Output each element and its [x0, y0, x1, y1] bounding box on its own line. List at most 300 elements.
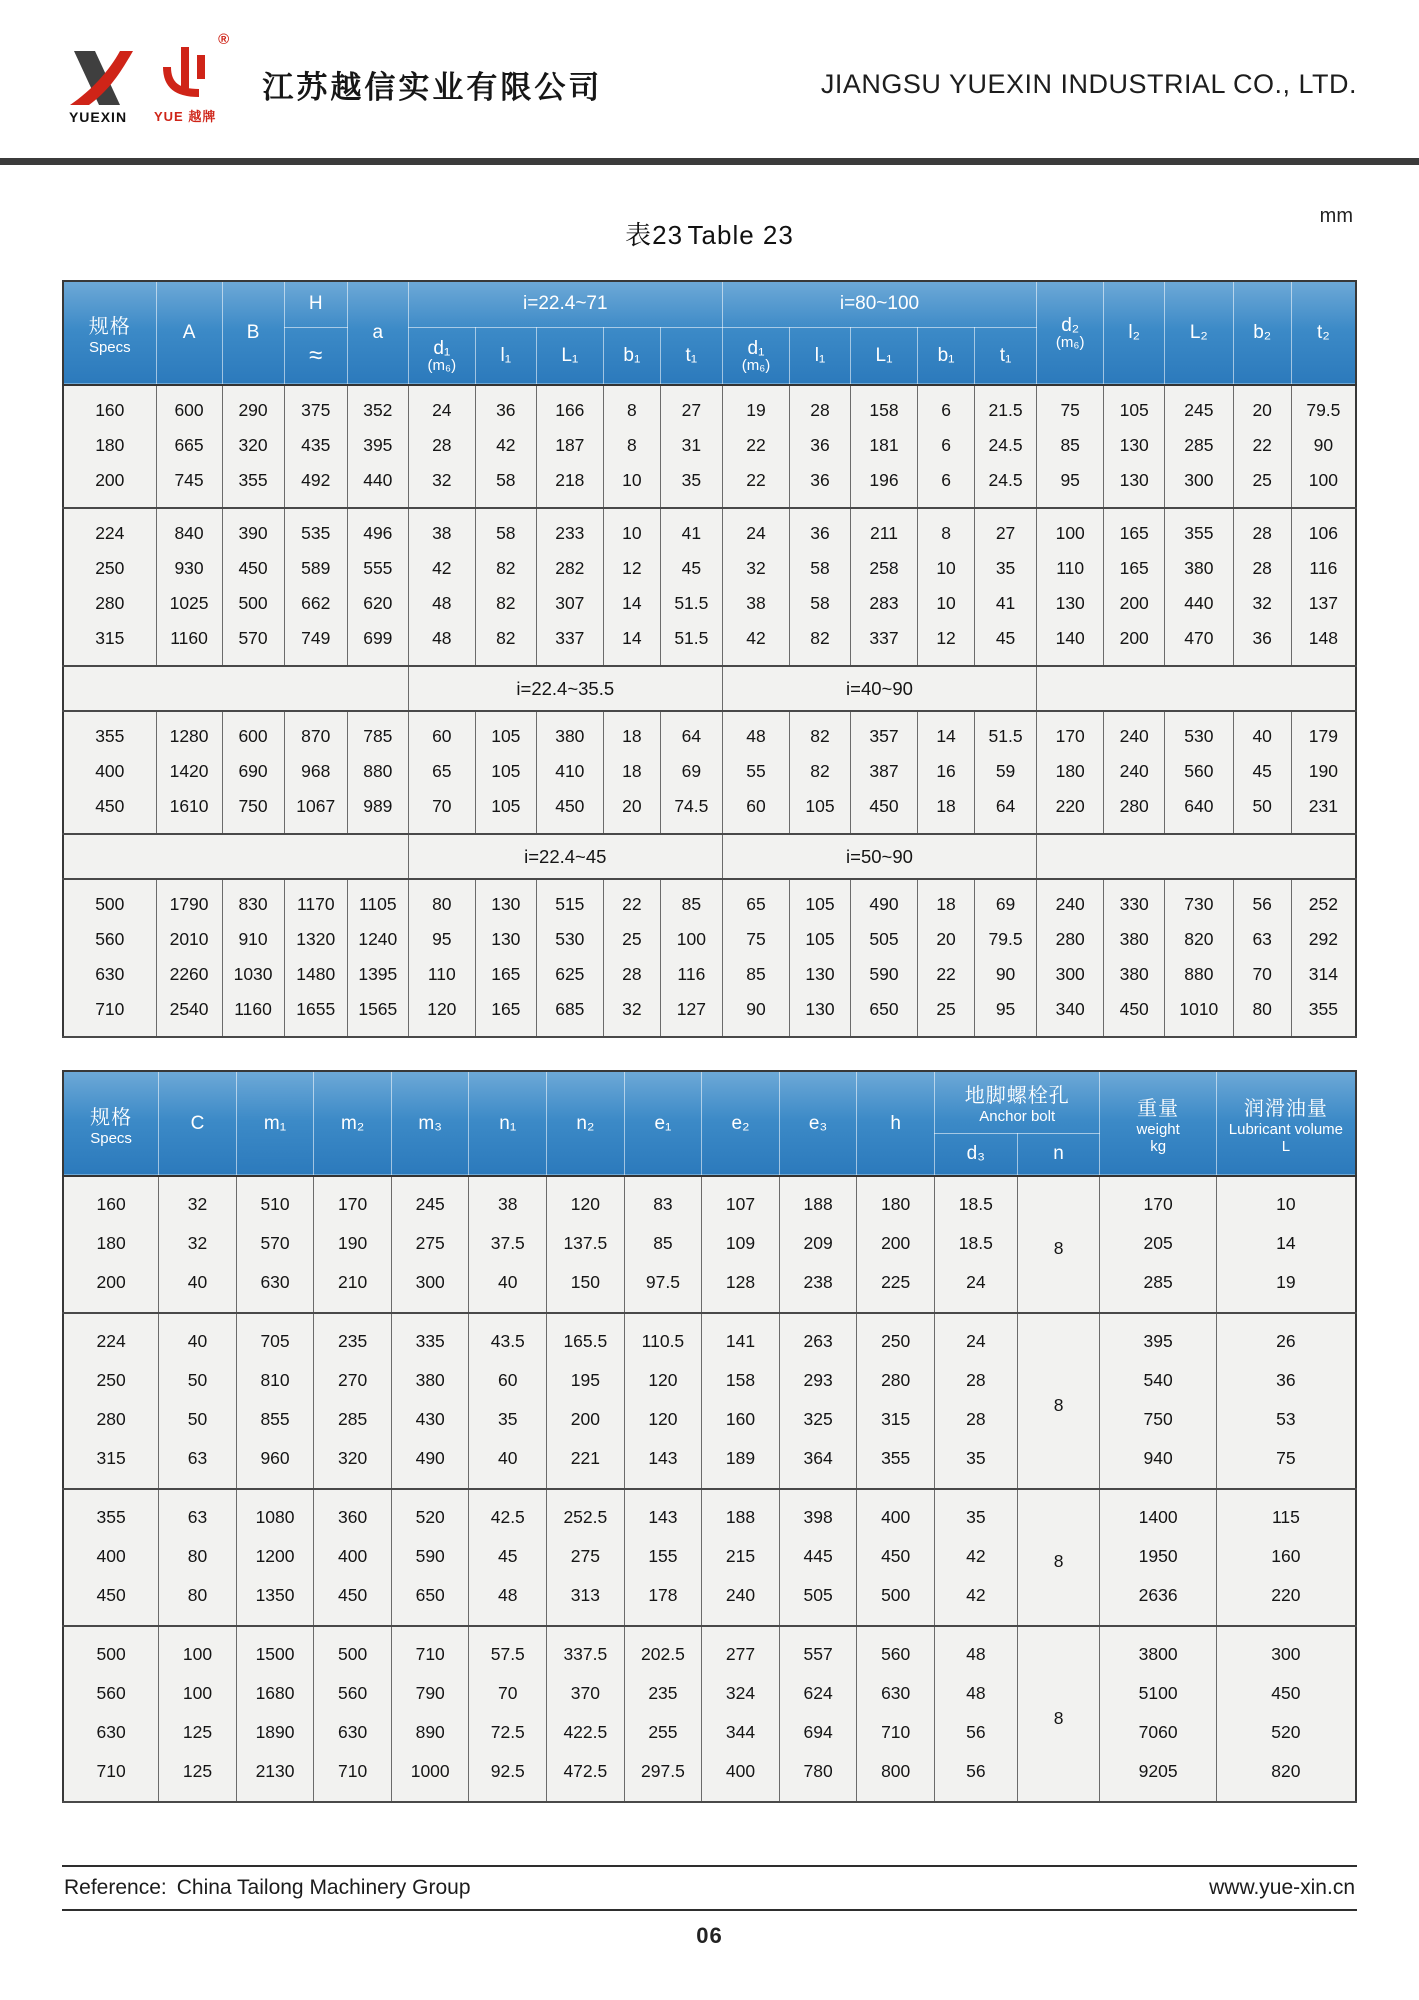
table-row — [63, 711, 1356, 754]
cell: 181 — [850, 428, 917, 463]
cell: 880 — [347, 754, 408, 789]
cell: 560 — [857, 1626, 935, 1674]
table-row — [63, 922, 1356, 957]
th-e3: e₃ — [779, 1071, 857, 1176]
cell: 515 — [536, 879, 603, 922]
cell: 238 — [779, 1263, 857, 1313]
cell: 115 — [1216, 1489, 1356, 1537]
table-row — [63, 957, 1356, 992]
cell: 18.5 — [934, 1176, 1017, 1224]
cell: 880 — [1165, 957, 1234, 992]
cell: 800 — [857, 1752, 935, 1802]
cell: 196 — [850, 463, 917, 508]
cell: 25 — [1233, 463, 1291, 508]
cell: 109 — [702, 1224, 780, 1263]
cell: i=40~90 — [722, 666, 1036, 711]
th-C: C — [159, 1071, 237, 1176]
cell: 75 — [1216, 1439, 1356, 1489]
cell: 250 — [857, 1313, 935, 1361]
cell: 42 — [934, 1537, 1017, 1576]
cell: 297.5 — [624, 1752, 702, 1802]
cell: 315 — [63, 621, 156, 666]
cell: 1105 — [347, 879, 408, 922]
cell: 63 — [159, 1439, 237, 1489]
th-H-approx: ≈ — [284, 327, 347, 385]
cell: 699 — [347, 621, 408, 666]
table-row — [63, 428, 1356, 463]
cell: 48 — [934, 1674, 1017, 1713]
cell: 120 — [624, 1361, 702, 1400]
cell: 85 — [722, 957, 789, 992]
cell: 630 — [314, 1713, 392, 1752]
cell: 1565 — [347, 992, 408, 1037]
cell: 364 — [779, 1439, 857, 1489]
cell: 28 — [1233, 551, 1291, 586]
website-link[interactable]: www.yue-xin.cn — [1209, 1876, 1355, 1899]
cell: 110.5 — [624, 1313, 702, 1361]
cell: 218 — [536, 463, 603, 508]
cell: 630 — [857, 1674, 935, 1713]
cell: 505 — [779, 1576, 857, 1626]
cell: 20 — [603, 789, 660, 834]
cell: 70 — [408, 789, 475, 834]
cell: 82 — [790, 621, 851, 666]
cell: 165 — [1104, 508, 1165, 551]
cell: 165.5 — [547, 1313, 625, 1361]
cell: 180 — [1037, 754, 1104, 789]
cell: 600 — [222, 711, 284, 754]
cell: 45 — [660, 551, 722, 586]
cell: 400 — [314, 1537, 392, 1576]
cell: 158 — [702, 1361, 780, 1400]
cell: 28 — [934, 1361, 1017, 1400]
th-specs: 规格 Specs — [63, 281, 156, 385]
cell: 85 — [1037, 428, 1104, 463]
cell: 36 — [475, 385, 536, 428]
cell: 8 — [603, 385, 660, 428]
th-L1: L₁ — [536, 327, 603, 385]
cell — [1037, 834, 1356, 879]
cell: 27 — [975, 508, 1037, 551]
cell: 590 — [391, 1537, 469, 1576]
cell: 53 — [1216, 1400, 1356, 1439]
cell: 143 — [624, 1489, 702, 1537]
unit-label: mm — [1319, 205, 1353, 227]
cell: 280 — [63, 1400, 159, 1439]
cell: 8 — [603, 428, 660, 463]
cell: 74.5 — [660, 789, 722, 834]
cell: 395 — [1100, 1313, 1216, 1361]
cell: 662 — [284, 586, 347, 621]
th-m3: m₃ — [391, 1071, 469, 1176]
cell: 166 — [536, 385, 603, 428]
mounting-table — [62, 1070, 1357, 1803]
cell: 730 — [1165, 879, 1234, 922]
cell: 1240 — [347, 922, 408, 957]
cell: 50 — [159, 1361, 237, 1400]
cell: 127 — [660, 992, 722, 1037]
cell: 116 — [660, 957, 722, 992]
cell: 189 — [702, 1439, 780, 1489]
cell: 830 — [222, 879, 284, 922]
cell: 36 — [790, 463, 851, 508]
cell: 7060 — [1100, 1713, 1216, 1752]
cell: 106 — [1291, 508, 1356, 551]
cell: 390 — [222, 508, 284, 551]
cell: 6 — [918, 428, 975, 463]
cell: 450 — [536, 789, 603, 834]
th-ratio-range-2: i=80~100 — [722, 281, 1036, 327]
cell: 60 — [408, 711, 475, 754]
cell: 710 — [391, 1626, 469, 1674]
cell: 968 — [284, 754, 347, 789]
cell: 710 — [63, 1752, 159, 1802]
cell: 22 — [1233, 428, 1291, 463]
cell: 130 — [1104, 428, 1165, 463]
cell: 10 — [918, 551, 975, 586]
cell: 285 — [314, 1400, 392, 1439]
cell: 48 — [722, 711, 789, 754]
cell: 710 — [314, 1752, 392, 1802]
cell: 470 — [1165, 621, 1234, 666]
cell: 90 — [722, 992, 789, 1037]
cell: 355 — [1165, 508, 1234, 551]
cell: 810 — [236, 1361, 314, 1400]
cell: 36 — [1233, 621, 1291, 666]
cell — [1037, 666, 1356, 711]
cell: 280 — [1037, 922, 1104, 957]
cell: 80 — [159, 1576, 237, 1626]
cell: 120 — [624, 1400, 702, 1439]
table-title-row — [0, 165, 1419, 280]
cell: 315 — [63, 1439, 159, 1489]
cell: 710 — [63, 992, 156, 1037]
cell: 82 — [475, 621, 536, 666]
cell: 252 — [1291, 879, 1356, 922]
logo-group — [62, 31, 230, 125]
cell: 1160 — [156, 621, 222, 666]
cell: 43.5 — [469, 1313, 547, 1361]
cell: 140 — [1037, 621, 1104, 666]
cell: 95 — [408, 922, 475, 957]
cell: 280 — [63, 586, 156, 621]
cell: 500 — [222, 586, 284, 621]
cell: 375 — [284, 385, 347, 428]
spec-group — [63, 1489, 1356, 1626]
cell: 665 — [156, 428, 222, 463]
cell: 535 — [284, 508, 347, 551]
cell: 70 — [1233, 957, 1291, 992]
cell: 335 — [391, 1313, 469, 1361]
ratio-subheader — [63, 666, 1356, 711]
cell: 520 — [391, 1489, 469, 1537]
cell: 710 — [857, 1713, 935, 1752]
th-H: H — [284, 281, 347, 327]
cell: 69 — [660, 754, 722, 789]
dimensions-table-wrap — [0, 280, 1419, 1038]
cell: 32 — [722, 551, 789, 586]
cell: 137 — [1291, 586, 1356, 621]
cell: 280 — [1104, 789, 1165, 834]
cell: 1067 — [284, 789, 347, 834]
cell: 2130 — [236, 1752, 314, 1802]
cell: 32 — [159, 1176, 237, 1224]
cell: 35 — [934, 1439, 1017, 1489]
cell: 450 — [857, 1537, 935, 1576]
cell: 2636 — [1100, 1576, 1216, 1626]
cell: 313 — [547, 1576, 625, 1626]
cell: 41 — [975, 586, 1037, 621]
cell: 48 — [408, 621, 475, 666]
cell: 337 — [536, 621, 603, 666]
yuexin-logo-icon — [62, 49, 134, 107]
th-L2: L₂ — [1165, 281, 1234, 385]
table-row — [63, 992, 1356, 1037]
cell: 280 — [857, 1361, 935, 1400]
cell: 1025 — [156, 586, 222, 621]
cell: 80 — [1233, 992, 1291, 1037]
th-d2: d₂ (m₆) — [1037, 281, 1104, 385]
cell: 215 — [702, 1537, 780, 1576]
reference-text — [64, 1876, 481, 1900]
yuexin-logo — [62, 49, 134, 125]
cell: 10 — [918, 586, 975, 621]
cell: 450 — [314, 1576, 392, 1626]
cell: 200 — [1104, 621, 1165, 666]
mounting-table-head — [63, 1071, 1356, 1176]
th-t2: t₂ — [1291, 281, 1356, 385]
cell: 45 — [1233, 754, 1291, 789]
cell: 780 — [779, 1752, 857, 1802]
cell: 97.5 — [624, 1263, 702, 1313]
spec-group — [63, 385, 1356, 508]
cell: 22 — [722, 428, 789, 463]
page-number: 06 — [696, 1923, 723, 1948]
cell: i=22.4~35.5 — [408, 666, 722, 711]
cell: 130 — [790, 957, 851, 992]
cell: 870 — [284, 711, 347, 754]
cell: 65 — [408, 754, 475, 789]
cell: 10 — [603, 508, 660, 551]
cell: 472.5 — [547, 1752, 625, 1802]
cell: 130 — [1104, 463, 1165, 508]
spec-group — [63, 508, 1356, 666]
cell: 2540 — [156, 992, 222, 1037]
cell: 105 — [790, 789, 851, 834]
cell: 22 — [603, 879, 660, 922]
cell: 42 — [475, 428, 536, 463]
cell: 224 — [63, 1313, 159, 1361]
cell: 38 — [469, 1176, 547, 1224]
cell: 40 — [1233, 711, 1291, 754]
cell: 1170 — [284, 879, 347, 922]
cell: 105 — [790, 879, 851, 922]
cell: 10 — [1216, 1176, 1356, 1224]
cell: 570 — [236, 1224, 314, 1263]
table-row — [63, 508, 1356, 551]
cell: 8 — [1017, 1176, 1100, 1313]
th-n1: n₁ — [469, 1071, 547, 1176]
header-divider — [0, 158, 1419, 165]
cell: 2260 — [156, 957, 222, 992]
cell: 95 — [1037, 463, 1104, 508]
cell: 63 — [1233, 922, 1291, 957]
table-row — [63, 1400, 1356, 1439]
table-row — [63, 754, 1356, 789]
cell: 105 — [475, 711, 536, 754]
cell: 410 — [536, 754, 603, 789]
cell: 60 — [722, 789, 789, 834]
cell: 51.5 — [660, 586, 722, 621]
cell: 137.5 — [547, 1224, 625, 1263]
cell: 530 — [536, 922, 603, 957]
cell: 745 — [156, 463, 222, 508]
cell: 380 — [536, 711, 603, 754]
cell: 292 — [1291, 922, 1356, 957]
cell: 56 — [934, 1752, 1017, 1802]
cell: 57.5 — [469, 1626, 547, 1674]
th-A: A — [156, 281, 222, 385]
cell: 8 — [1017, 1626, 1100, 1802]
cell: 6 — [918, 463, 975, 508]
th-anchor-bolt: 地脚螺栓孔 Anchor bolt — [934, 1071, 1100, 1133]
cell: 40 — [159, 1313, 237, 1361]
cell: 380 — [391, 1361, 469, 1400]
th-d1: d₁ (m₆) — [408, 327, 475, 385]
th-specs: 规格 Specs — [63, 1071, 159, 1176]
cell: 165 — [475, 992, 536, 1037]
cell: 22 — [722, 463, 789, 508]
table-row — [63, 1489, 1356, 1537]
cell: 56 — [1233, 879, 1291, 922]
cell: 32 — [603, 992, 660, 1037]
cell: 20 — [1233, 385, 1291, 428]
cell: 324 — [702, 1674, 780, 1713]
cell: 42 — [934, 1576, 1017, 1626]
cell: 130 — [475, 879, 536, 922]
cell: 275 — [391, 1224, 469, 1263]
cell: 398 — [779, 1489, 857, 1537]
cell: 160 — [1216, 1537, 1356, 1576]
cell: 620 — [347, 586, 408, 621]
cell: 35 — [975, 551, 1037, 586]
cell: 24 — [408, 385, 475, 428]
cell: 8 — [1017, 1313, 1100, 1489]
th-lubricant-volume: 润滑油量 Lubricant volume L — [1216, 1071, 1356, 1176]
cell: 110 — [408, 957, 475, 992]
th-l1: l₁ — [790, 327, 851, 385]
cell: 130 — [790, 992, 851, 1037]
cell: 625 — [536, 957, 603, 992]
cell: 65 — [722, 879, 789, 922]
cell: 6 — [918, 385, 975, 428]
spec-group — [63, 1313, 1356, 1489]
table-row — [63, 1176, 1356, 1224]
cell: 555 — [347, 551, 408, 586]
cell: 307 — [536, 586, 603, 621]
cell: 240 — [702, 1576, 780, 1626]
cell: 90 — [975, 957, 1037, 992]
cell: 21.5 — [975, 385, 1037, 428]
cell: 640 — [1165, 789, 1234, 834]
th-weight: 重量 weight kg — [1100, 1071, 1216, 1176]
cell: 270 — [314, 1361, 392, 1400]
table-row — [63, 551, 1356, 586]
cell: 240 — [1037, 879, 1104, 922]
cell: 24.5 — [975, 463, 1037, 508]
cell: 570 — [222, 621, 284, 666]
cell: 24 — [934, 1313, 1017, 1361]
cell: 105 — [475, 754, 536, 789]
cell: 35 — [469, 1400, 547, 1439]
cell: 18 — [918, 789, 975, 834]
reference-value: China Tailong Machinery Group — [176, 1876, 471, 1899]
cell: 75 — [722, 922, 789, 957]
cell: 79.5 — [1291, 385, 1356, 428]
th-ratio-range-1: i=22.4~71 — [408, 281, 722, 327]
cell: 64 — [660, 711, 722, 754]
cell: 82 — [475, 586, 536, 621]
th-h: h — [857, 1071, 935, 1176]
cell: 125 — [159, 1713, 237, 1752]
table-title-en: Table 23 — [687, 220, 794, 250]
th-m2: m₂ — [314, 1071, 392, 1176]
cell: 1010 — [1165, 992, 1234, 1037]
cell: 277 — [702, 1626, 780, 1674]
table-row — [63, 789, 1356, 834]
cell: 989 — [347, 789, 408, 834]
table-row — [63, 1439, 1356, 1489]
cell: 202.5 — [624, 1626, 702, 1674]
mounting-table-wrap — [0, 1070, 1419, 1803]
th-d1: d₁ (m₆) — [722, 327, 789, 385]
cell: 450 — [1104, 992, 1165, 1037]
cell: 58 — [475, 463, 536, 508]
cell: 496 — [347, 508, 408, 551]
cell: 785 — [347, 711, 408, 754]
cell: 285 — [1100, 1263, 1216, 1313]
cell: 56 — [934, 1713, 1017, 1752]
cell: 105 — [790, 922, 851, 957]
cell: 445 — [779, 1537, 857, 1576]
cell: 820 — [1216, 1752, 1356, 1802]
cell: 51.5 — [660, 621, 722, 666]
cell: 24.5 — [975, 428, 1037, 463]
cell: 190 — [314, 1224, 392, 1263]
cell: 355 — [1291, 992, 1356, 1037]
th-e2: e₂ — [702, 1071, 780, 1176]
th-b1: b₁ — [918, 327, 975, 385]
cell: 1680 — [236, 1674, 314, 1713]
cell: 160 — [63, 1176, 159, 1224]
cell: 705 — [236, 1313, 314, 1361]
cell: 141 — [702, 1313, 780, 1361]
cell: 165 — [1104, 551, 1165, 586]
cell: 100 — [660, 922, 722, 957]
cell: 650 — [850, 992, 917, 1037]
cell: 1950 — [1100, 1537, 1216, 1576]
cell: 1500 — [236, 1626, 314, 1674]
th-n: n — [1017, 1133, 1100, 1176]
cell: 190 — [1291, 754, 1356, 789]
cell: 130 — [475, 922, 536, 957]
cell: 80 — [408, 879, 475, 922]
cell: 314 — [1291, 957, 1356, 992]
cell: 1400 — [1100, 1489, 1216, 1537]
table-row — [63, 1713, 1356, 1752]
cell: 540 — [1100, 1361, 1216, 1400]
table-row — [63, 586, 1356, 621]
